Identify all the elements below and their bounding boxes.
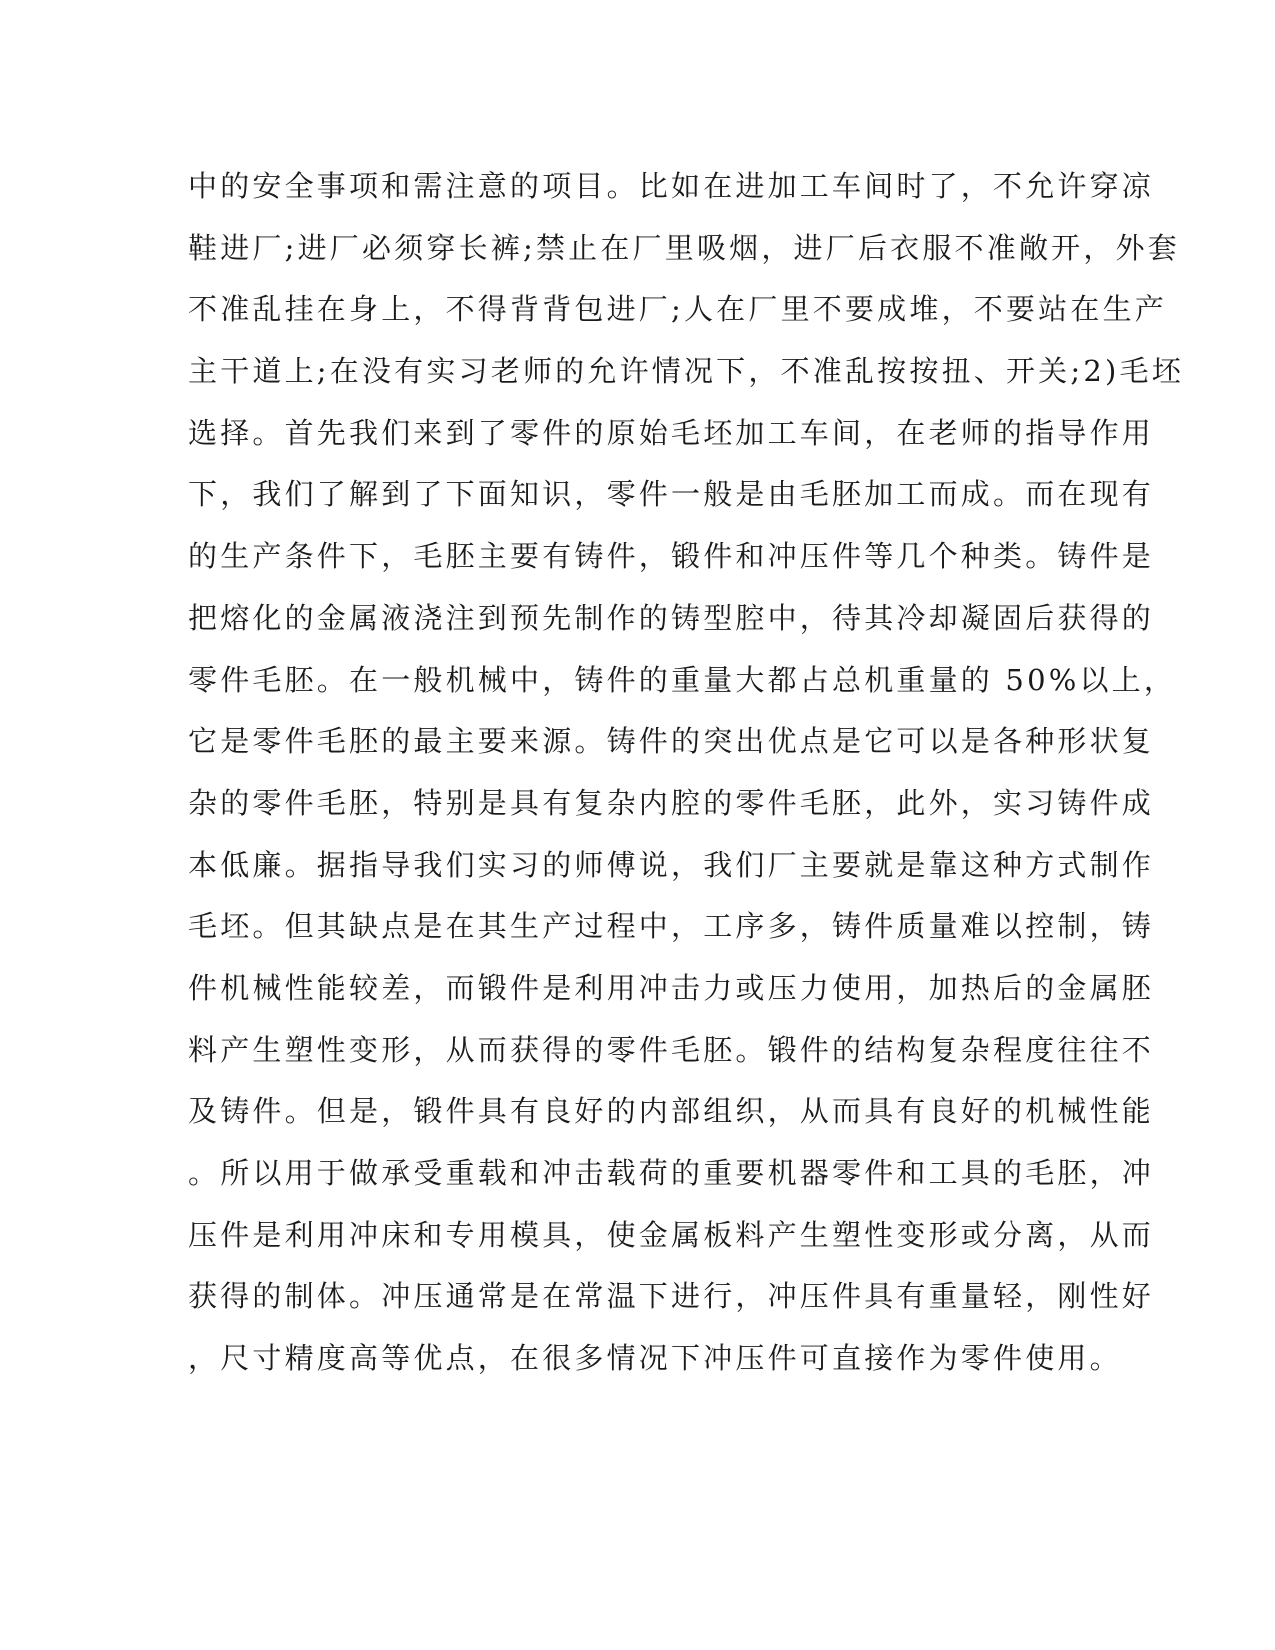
text-line: ，尺寸精度高等优点，在很多情况下冲压件可直接作为零件使用。 xyxy=(188,1341,1122,1376)
text-line: 把熔化的金属液浇注到预先制作的铸型腔中，待其冷却凝固后获得的 xyxy=(188,600,1155,635)
text-line: 。所以用于做承受重载和冲击载荷的重要机器零件和工具的毛胚，冲 xyxy=(188,1156,1155,1190)
text-line: 选择。首先我们来到了零件的原始毛坯加工车间，在老师的指导作用 xyxy=(188,415,1155,450)
text-line: 件机械性能较差，而锻件是利用冲击力或压力使用，加热后的金属胚 xyxy=(188,970,1155,1005)
text-line: 毛坯。但其缺点是在其生产过程中，工序多，铸件质量难以控制，铸 xyxy=(188,909,1155,944)
text-line: 压件是利用冲床和专用模具，使金属板料产生塑性变形或分离，从而 xyxy=(188,1217,1155,1252)
text-line: 鞋进厂;进厂必须穿长裤;禁止在厂里吸烟，进厂后衣服不准敞开，外套 xyxy=(188,230,1180,265)
text-line: 它是零件毛胚的最主要来源。铸件的突出优点是它可以是各种形状复 xyxy=(188,724,1155,759)
text-line: 获得的制体。冲压通常是在常温下进行，冲压件具有重量轻，刚性好 xyxy=(188,1279,1155,1314)
text-line: 中的安全事项和需注意的项目。比如在进加工车间时了，不允许穿凉 xyxy=(188,169,1155,203)
text-line: 本低廉。据指导我们实习的师傅说，我们厂主要就是靠这种方式制作 xyxy=(188,847,1155,882)
body-paragraph xyxy=(188,156,1184,1390)
text-line: 及铸件。但是，锻件具有良好的内部组织，从而具有良好的机械性能 xyxy=(188,1094,1155,1129)
text-line: 零件毛胚。在一般机械中，铸件的重量大都占总机重量的 50%以上， xyxy=(188,662,1177,697)
text-line: 主干道上;在没有实习老师的允许情况下，不准乱按按扭、开关;2)毛坯 xyxy=(188,354,1184,389)
text-line: 不准乱挂在身上，不得背背包进厂;人在厂里不要成堆，不要站在生产 xyxy=(188,292,1167,327)
text-line: 杂的零件毛胚，特别是具有复杂内腔的零件毛胚，此外，实习铸件成 xyxy=(188,785,1155,820)
text-line: 下，我们了解到了下面知识，零件一般是由毛胚加工而成。而在现有 xyxy=(188,477,1155,512)
text-line: 料产生塑性变形，从而获得的零件毛胚。锻件的结构复杂程度往往不 xyxy=(188,1032,1155,1067)
text-line: 的生产条件下，毛胚主要有铸件，锻件和冲压件等几个种类。铸件是 xyxy=(188,539,1155,574)
